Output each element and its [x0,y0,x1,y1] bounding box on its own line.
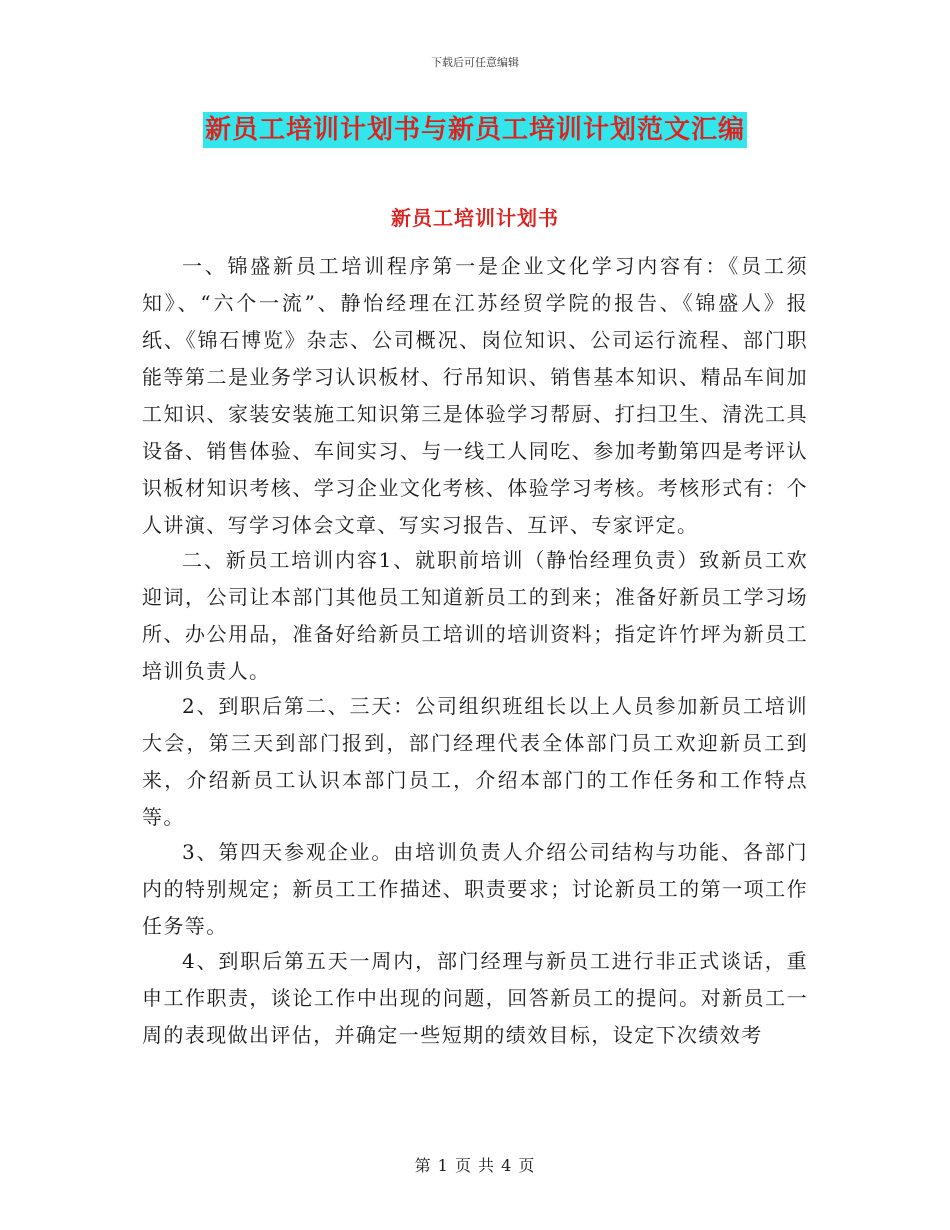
document-title: 新员工培训计划书与新员工培训计划范文汇编 [203,112,747,148]
document-body [142,248,808,1052]
document-title-container [0,112,950,148]
paragraph: 2、到职后第二、三天：公司组织班组长以上人员参加新员工培训大会，第三天到部门报到，部门经理代表全体部门员工欢迎新员工到来，介绍新员工认识本部门员工，介绍本部门的工作任务和工作特点等。 [142,694,808,829]
paragraph: 3、第四天参观企业。由培训负责人介绍公司结构与功能、各部门内的特别规定；新员工工作描述、职责要求；讨论新员工的第一项工作任务等。 [142,840,808,938]
paragraph: 二、新员工培训内容1、就职前培训（静怡经理负责）致新员工欢迎词，公司让本部门其他员工知道新员工的到来；准备好新员工学习场所、办公用品，准备好给新员工培训的培训资料；指定许竹坪为新员工培训负责人。 [142,548,808,683]
page-number: 第 1 页 共 4 页 [414,1156,536,1175]
paragraph: 4、到职后第五天一周内，部门经理与新员工进行非正式谈话，重申工作职责，谈论工作中出现的问题，回答新员工的提问。对新员工一周的表现做出评估，并确定一些短期的绩效目标，设定下次绩效考 [142,949,808,1047]
page-header-note: 下载后可任意编辑 [431,56,519,69]
section-title: 新员工培训计划书 [391,206,559,230]
paragraph: 一、锦盛新员工培训程序第一是企业文化学习内容有：《员工须知》、“六个一流”、静怡经理在江苏经贸学院的报告、《锦盛人》报纸、《锦石博览》杂志、公司概况、岗位知识、公司运行流程、部门职能等第二是业务学习认识板材、行吊知识、销售基本知识、精品车间加工知识、家装安装施工知识第三是体验学习帮厨、打扫卫生、清洗工具设备、销售体验、车间实习、与一线工人同吃、参加考勤第四是考评认识板材知识考核、学习企业文化考核、体验学习考核。考核形式有：个人讲演、写学习体会文章、写实习报告、互评、专家评定。 [142,254,808,537]
